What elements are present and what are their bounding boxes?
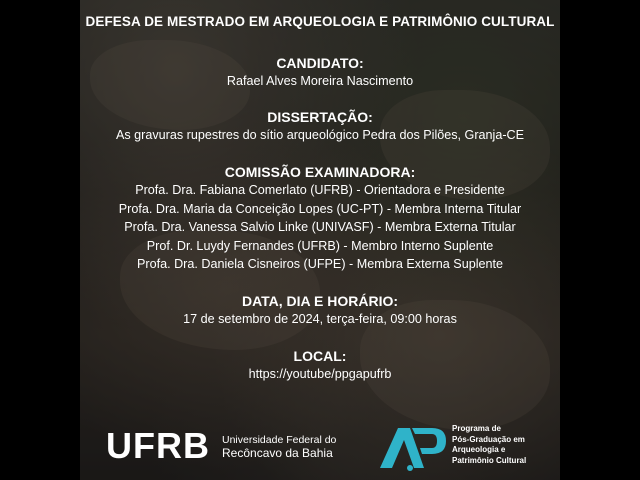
poster xyxy=(80,0,560,480)
poster-content xyxy=(80,0,560,480)
datetime-section xyxy=(80,292,560,329)
location-link[interactable]: https://youtube/ppgapufrb xyxy=(248,367,392,381)
committee-member: Profa. Dra. Vanessa Salvio Linke (UNIVASF) - Membra Externa Titular xyxy=(124,220,516,234)
committee-member: Prof. Dr. Luydy Fernandes (UFRB) - Membro Interno Suplente xyxy=(146,238,494,253)
committee-label: COMISSÃO EXAMINADORA: xyxy=(224,164,416,180)
program-name-line: Programa de xyxy=(452,424,501,433)
poster-title: DEFESA DE MESTRADO EM ARQUEOLOGIA E PATRIMÔNIO CULTURAL xyxy=(85,14,555,29)
datetime-label: DATA, DIA E HORÁRIO: xyxy=(241,293,399,309)
location-section xyxy=(80,347,560,384)
candidate-label: CANDIDATO: xyxy=(276,55,364,71)
footer-logos xyxy=(80,418,560,478)
program-name xyxy=(452,424,526,466)
ufrb-name-line1: Universidade Federal do xyxy=(222,434,337,446)
dissertation-title: As gravuras rupestres do sítio arqueológico Pedra dos Pilões, Granja-CE xyxy=(115,128,525,142)
program-name-line: Pós-Graduação em xyxy=(452,434,525,444)
dissertation-section xyxy=(80,108,560,145)
candidate-name: Rafael Alves Moreira Nascimento xyxy=(226,74,414,88)
datetime-text: 17 de setembro de 2024, terça-feira, 09:00 horas xyxy=(183,312,457,326)
committee-member: Profa. Dra. Maria da Conceição Lopes (UC-PT) - Membra Interna Titular xyxy=(118,201,522,216)
candidate-section xyxy=(80,54,560,91)
ufrb-name-line2: Recôncavo da Bahia xyxy=(222,446,333,460)
dissertation-label: DISSERTAÇÃO: xyxy=(267,109,373,125)
committee-member: Profa. Dra. Fabiana Comerlato (UFRB) - Orientadora e Presidente xyxy=(135,183,505,197)
ppgap-logo-icon xyxy=(376,424,448,472)
program-name-line: Arqueologia e xyxy=(452,445,506,454)
committee-section xyxy=(80,163,560,274)
location-label: LOCAL: xyxy=(293,348,347,364)
program-name-line: Patrimônio Cultural xyxy=(452,455,527,465)
ufrb-logo: UFRB xyxy=(106,425,210,466)
committee-member: Profa. Dra. Daniela Cisneiros (UFPE) - Membra Externa Suplente xyxy=(136,257,504,271)
ufrb-name xyxy=(222,434,336,460)
